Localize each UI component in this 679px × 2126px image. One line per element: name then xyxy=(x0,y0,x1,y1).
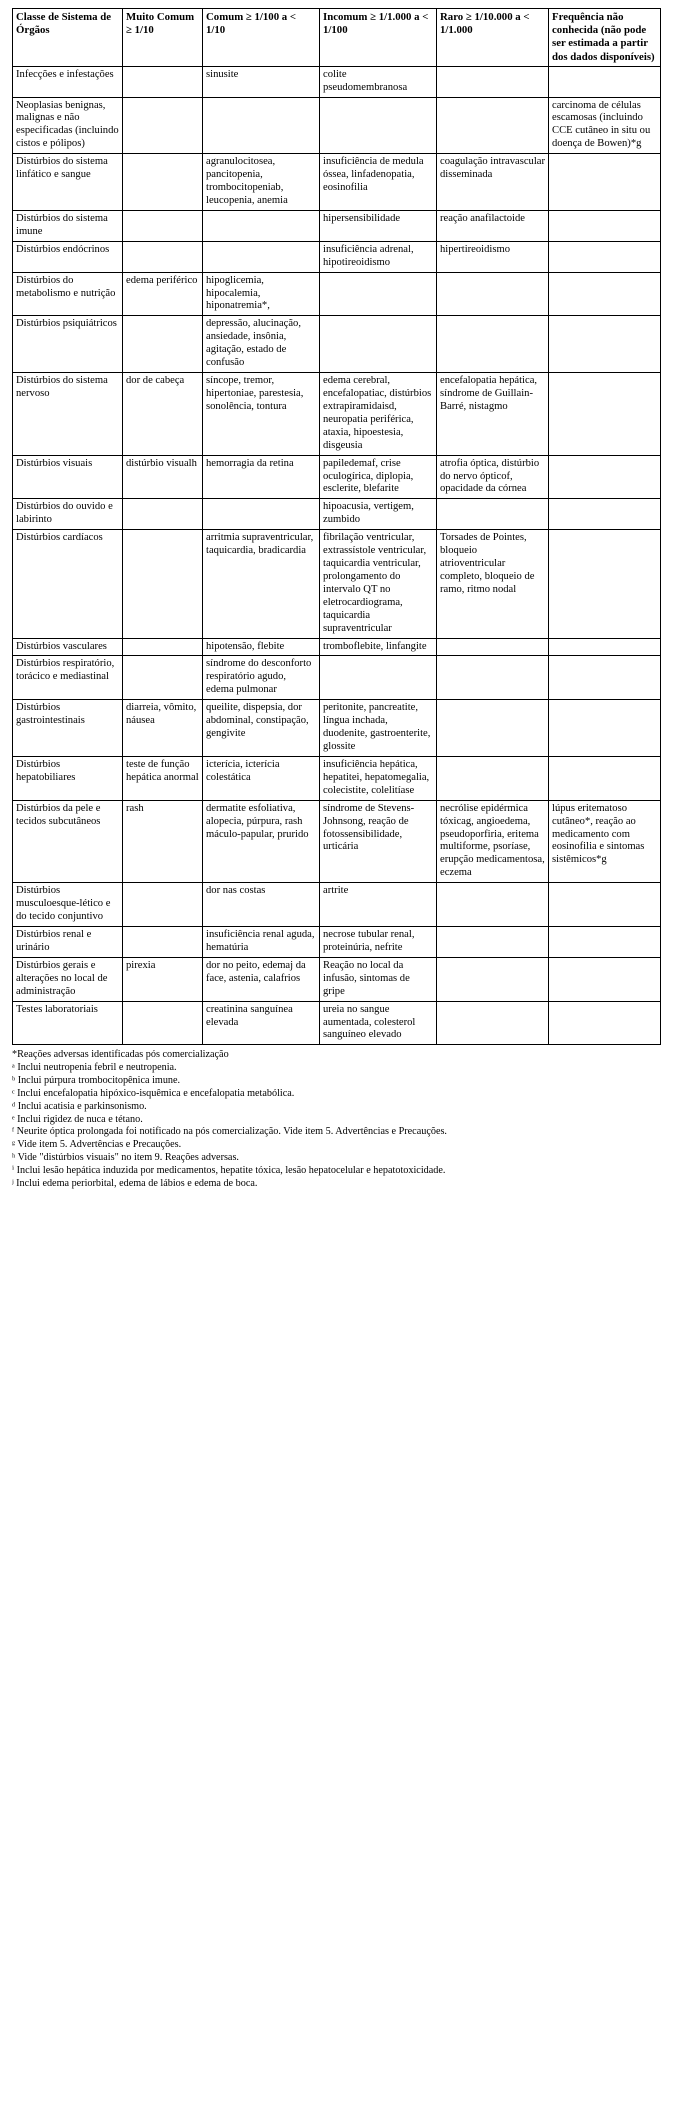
unknown-frequency-cell xyxy=(549,756,661,800)
unknown-frequency-cell xyxy=(549,927,661,958)
header-organ-class: Classe de Sistema de Órgãos xyxy=(13,9,123,67)
common-cell: insuficiência renal aguda, hematúria xyxy=(203,927,320,958)
rare-cell xyxy=(437,66,549,97)
rare-cell: necrólise epidérmica tóxicag, angioedema, pseudoporfiria, eritema multiforme, psoríase, erupção medicamentosa, eczema xyxy=(437,800,549,883)
rare-cell: Torsades de Pointes, bloqueio atrioventricular completo, bloqueio de ramo, ritmo nodal xyxy=(437,530,549,638)
very-common-cell xyxy=(123,241,203,272)
rare-cell xyxy=(437,499,549,530)
footnote-a: ᵃ Inclui neutropenia febril e neutropenia. xyxy=(12,1062,177,1074)
common-cell: depressão, alucinação, ansiedade, insônia, agitação, estado de confusão xyxy=(203,316,320,373)
uncommon-cell: ureia no sangue aumentada, colesterol sanguíneo elevado xyxy=(320,1001,437,1045)
organ-class-cell: Infecções e infestações xyxy=(13,66,123,97)
unknown-frequency-cell xyxy=(549,883,661,927)
common-cell: síndrome do desconforto respiratório agudo, edema pulmonar xyxy=(203,656,320,700)
very-common-cell xyxy=(123,316,203,373)
very-common-cell: edema periférico xyxy=(123,272,203,316)
organ-class-cell: Distúrbios gastrointestinais xyxy=(13,700,123,757)
common-cell: síncope, tremor, hipertoniae, parestesia, sonolência, tontura xyxy=(203,373,320,456)
unknown-frequency-cell xyxy=(549,1001,661,1045)
common-cell: hemorragia da retina xyxy=(203,455,320,499)
organ-class-cell: Distúrbios vasculares xyxy=(13,638,123,656)
rare-cell xyxy=(437,316,549,373)
header-unknown-frequency: Frequência não conhecida (não pode ser estimada a partir dos dados disponíveis) xyxy=(549,9,661,67)
rare-cell xyxy=(437,1001,549,1045)
very-common-cell: pirexia xyxy=(123,957,203,1001)
table-row xyxy=(13,638,661,656)
very-common-cell xyxy=(123,210,203,241)
rare-cell xyxy=(437,97,549,154)
common-cell xyxy=(203,241,320,272)
table-row xyxy=(13,499,661,530)
very-common-cell: teste de função hepática anormal xyxy=(123,756,203,800)
table-row xyxy=(13,210,661,241)
very-common-cell xyxy=(123,883,203,927)
uncommon-cell: necrose tubular renal, proteinúria, nefrite xyxy=(320,927,437,958)
very-common-cell xyxy=(123,1001,203,1045)
unknown-frequency-cell xyxy=(549,154,661,211)
unknown-frequency-cell xyxy=(549,499,661,530)
uncommon-cell: colite pseudomembranosa xyxy=(320,66,437,97)
rare-cell xyxy=(437,638,549,656)
unknown-frequency-cell xyxy=(549,957,661,1001)
uncommon-cell: artrite xyxy=(320,883,437,927)
organ-class-cell: Distúrbios cardíacos xyxy=(13,530,123,638)
common-cell: dor nas costas xyxy=(203,883,320,927)
header-very-common: Muito Comum ≥ 1/10 xyxy=(123,9,203,67)
organ-class-cell: Distúrbios renal e urinário xyxy=(13,927,123,958)
uncommon-cell: fibrilação ventricular, extrassístole ventricular, taquicardia ventricular, prolongamento do intervalo QT no eletrocardiograma, taquicardia supraventricular xyxy=(320,530,437,638)
very-common-cell xyxy=(123,656,203,700)
rare-cell: coagulação intravascular disseminada xyxy=(437,154,549,211)
uncommon-cell: síndrome de Stevens-Johnsong, reação de fotossensibilidade, urticária xyxy=(320,800,437,883)
common-cell: hipotensão, flebite xyxy=(203,638,320,656)
unknown-frequency-cell xyxy=(549,272,661,316)
very-common-cell xyxy=(123,66,203,97)
very-common-cell xyxy=(123,927,203,958)
table-body xyxy=(13,66,661,1045)
header-rare: Raro ≥ 1/10.000 a < 1/1.000 xyxy=(437,9,549,67)
common-cell: arritmia supraventricular, taquicardia, bradicardia xyxy=(203,530,320,638)
document-page xyxy=(12,8,672,1191)
organ-class-cell: Distúrbios da pele e tecidos subcutâneos xyxy=(13,800,123,883)
table-row xyxy=(13,656,661,700)
unknown-frequency-cell xyxy=(549,210,661,241)
organ-class-cell: Distúrbios endócrinos xyxy=(13,241,123,272)
footnote-i: ⁱ Inclui lesão hepática induzida por medicamentos, hepatite tóxica, lesão hepatocelular e hepatotoxicidade. xyxy=(12,1164,446,1176)
common-cell: hipoglicemia, hipocalemia, hiponatremia*, xyxy=(203,272,320,316)
very-common-cell xyxy=(123,530,203,638)
table-row xyxy=(13,272,661,316)
unknown-frequency-cell xyxy=(549,638,661,656)
uncommon-cell: papiledemaf, crise oculogírica, diplopia, esclerite, blefarite xyxy=(320,455,437,499)
organ-class-cell: Distúrbios do ouvido e labirinto xyxy=(13,499,123,530)
table-row xyxy=(13,455,661,499)
very-common-cell xyxy=(123,154,203,211)
table-row xyxy=(13,1001,661,1045)
organ-class-cell: Distúrbios do sistema nervoso xyxy=(13,373,123,456)
header-common: Comum ≥ 1/100 a < 1/10 xyxy=(203,9,320,67)
table-row xyxy=(13,241,661,272)
footnote-e: ᵉ Inclui rigidez de nuca e tétano. xyxy=(12,1113,143,1125)
organ-class-cell: Distúrbios do metabolismo e nutrição xyxy=(13,272,123,316)
uncommon-cell xyxy=(320,316,437,373)
unknown-frequency-cell xyxy=(549,241,661,272)
common-cell xyxy=(203,210,320,241)
footnote-f: ᶠ Neurite óptica prolongada foi notificado na pós comercialização. Vide item 5. Advertências e Precauções. xyxy=(12,1126,447,1138)
unknown-frequency-cell xyxy=(549,656,661,700)
table-row xyxy=(13,700,661,757)
common-cell: icterícia, icterícia colestática xyxy=(203,756,320,800)
very-common-cell xyxy=(123,499,203,530)
unknown-frequency-cell xyxy=(549,700,661,757)
very-common-cell: distúrbio visualh xyxy=(123,455,203,499)
header-uncommon: Incomum ≥ 1/1.000 a < 1/100 xyxy=(320,9,437,67)
very-common-cell xyxy=(123,97,203,154)
uncommon-cell: tromboflebite, linfangite xyxy=(320,638,437,656)
uncommon-cell: insuficiência adrenal, hipotireoidismo xyxy=(320,241,437,272)
common-cell: agranulocitosea, pancitopenia, trombocitopeniab, leucopenia, anemia xyxy=(203,154,320,211)
organ-class-cell: Distúrbios psiquiátricos xyxy=(13,316,123,373)
very-common-cell: rash xyxy=(123,800,203,883)
organ-class-cell: Distúrbios musculoesque-lético e do tecido conjuntivo xyxy=(13,883,123,927)
footnote-h: ʰ Vide "distúrbios visuais" no item 9. Reações adversas. xyxy=(12,1152,239,1164)
table-row xyxy=(13,530,661,638)
common-cell xyxy=(203,499,320,530)
common-cell: sinusite xyxy=(203,66,320,97)
organ-class-cell: Distúrbios respiratório, torácico e mediastinal xyxy=(13,656,123,700)
very-common-cell: diarreia, vômito, náusea xyxy=(123,700,203,757)
table-row xyxy=(13,756,661,800)
footnote-star: *Reações adversas identificadas pós comercialização xyxy=(12,1049,229,1061)
table-row xyxy=(13,373,661,456)
table-row xyxy=(13,883,661,927)
common-cell: dermatite esfoliativa, alopecia, púrpura, rash máculo-papular, prurido xyxy=(203,800,320,883)
unknown-frequency-cell xyxy=(549,455,661,499)
organ-class-cell: Neoplasias benignas, malignas e não especificadas (incluindo cistos e pólipos) xyxy=(13,97,123,154)
very-common-cell: dor de cabeça xyxy=(123,373,203,456)
footnote-d: ᵈ Inclui acatisia e parkinsonismo. xyxy=(12,1100,147,1112)
table-row xyxy=(13,800,661,883)
unknown-frequency-cell xyxy=(549,316,661,373)
table-header-row xyxy=(13,9,661,67)
organ-class-cell: Distúrbios hepatobiliares xyxy=(13,756,123,800)
rare-cell: encefalopatia hepática, síndrome de Guillain-Barré, nistagmo xyxy=(437,373,549,456)
uncommon-cell: edema cerebral, encefalopatiac, distúrbios extrapiramidaisd, neuropatia periférica, ataxia, hipoestesia, disgeusia xyxy=(320,373,437,456)
rare-cell: reação anafilactoide xyxy=(437,210,549,241)
footnote-c: ᶜ Inclui encefalopatia hipóxico-isquêmica e encefalopatia metabólica. xyxy=(12,1087,295,1099)
organ-class-cell: Distúrbios gerais e alterações no local de administração xyxy=(13,957,123,1001)
unknown-frequency-cell: lúpus eritematoso cutâneo*, reação ao medicamento com eosinofilia e sintomas sistêmicos*g xyxy=(549,800,661,883)
common-cell: dor no peito, edemaj da face, astenia, calafrios xyxy=(203,957,320,1001)
table-row xyxy=(13,316,661,373)
rare-cell xyxy=(437,656,549,700)
unknown-frequency-cell xyxy=(549,373,661,456)
organ-class-cell: Distúrbios visuais xyxy=(13,455,123,499)
very-common-cell xyxy=(123,638,203,656)
uncommon-cell xyxy=(320,97,437,154)
uncommon-cell: peritonite, pancreatite, língua inchada, duodenite, gastroenterite, glossite xyxy=(320,700,437,757)
unknown-frequency-cell xyxy=(549,66,661,97)
rare-cell xyxy=(437,957,549,1001)
table-row xyxy=(13,957,661,1001)
organ-class-cell: Testes laboratoriais xyxy=(13,1001,123,1045)
rare-cell xyxy=(437,883,549,927)
table-row xyxy=(13,97,661,154)
uncommon-cell: insuficiência de medula óssea, linfadenopatia, eosinofilia xyxy=(320,154,437,211)
common-cell xyxy=(203,97,320,154)
footnotes xyxy=(12,1049,672,1190)
organ-class-cell: Distúrbios do sistema linfático e sangue xyxy=(13,154,123,211)
uncommon-cell xyxy=(320,272,437,316)
footnote-j: ʲ Inclui edema periorbital, edema de lábios e edema de boca. xyxy=(12,1177,258,1189)
rare-cell xyxy=(437,700,549,757)
table-row xyxy=(13,927,661,958)
uncommon-cell: insuficiência hepática, hepatitei, hepatomegalia, colecistite, colelitíase xyxy=(320,756,437,800)
uncommon-cell: hipersensibilidade xyxy=(320,210,437,241)
uncommon-cell: hipoacusia, vertigem, zumbido xyxy=(320,499,437,530)
footnote-g: ᵍ Vide item 5. Advertências e Precauções. xyxy=(12,1139,182,1151)
uncommon-cell: Reação no local da infusão, sintomas de gripe xyxy=(320,957,437,1001)
rare-cell xyxy=(437,756,549,800)
table-row xyxy=(13,66,661,97)
organ-class-cell: Distúrbios do sistema imune xyxy=(13,210,123,241)
adverse-reactions-table xyxy=(12,8,661,1045)
rare-cell: atrofia óptica, distúrbio do nervo ópticof, opacidade da córnea xyxy=(437,455,549,499)
rare-cell: hipertireoidismo xyxy=(437,241,549,272)
unknown-frequency-cell: carcinoma de células escamosas (incluindo CCE cutâneo in situ ou doença de Bowen)*g xyxy=(549,97,661,154)
footnote-b: ᵇ Inclui púrpura trombocitopênica imune. xyxy=(12,1075,181,1087)
rare-cell xyxy=(437,927,549,958)
common-cell: creatinina sanguínea elevada xyxy=(203,1001,320,1045)
unknown-frequency-cell xyxy=(549,530,661,638)
table-row xyxy=(13,154,661,211)
common-cell: queilite, dispepsia, dor abdominal, constipação, gengivite xyxy=(203,700,320,757)
rare-cell xyxy=(437,272,549,316)
uncommon-cell xyxy=(320,656,437,700)
